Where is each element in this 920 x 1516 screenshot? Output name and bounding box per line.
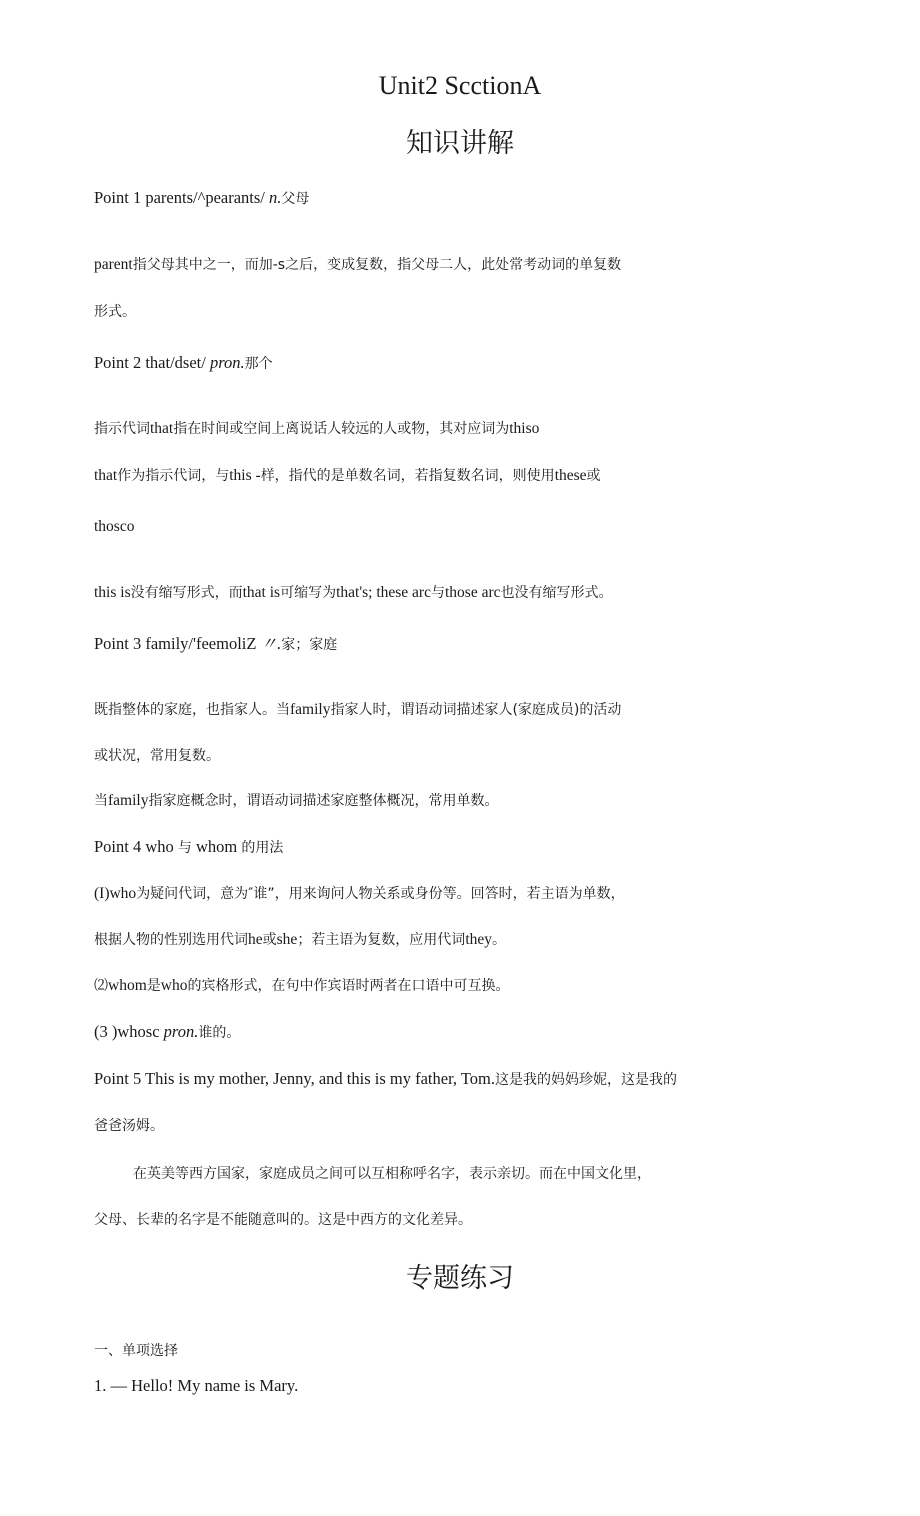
point-2-note-line-2: that作为指示代词，与this -样，指代的是单数名词，若指复数名词，则使用these或: [94, 467, 601, 484]
point-2-note-line-1: 指示代词that指在时间或空间上离说话人较远的人或物，其对应词为thiso: [94, 420, 540, 437]
point-5-title: Point 5 This is my mother, Jenny, and this is my father, Tom.这是我的妈妈珍妮，这是我的: [94, 1069, 677, 1088]
point-2-note-line-3: thosco: [94, 518, 135, 535]
point-1-title: Point 1 parents/^pearants/ n.父母: [94, 188, 310, 207]
section-heading-knowledge: 知识讲解: [406, 128, 514, 159]
point-5-note-line-1: 在英美等西方国家，家庭成员之间可以互相称呼名字，表示亲切。而在中国文化里，: [133, 1166, 651, 1182]
point-4-note-line-2: 根据人物的性别选用代词he或she；若主语为复数，应用代词they。: [94, 931, 506, 948]
point-4-note-line-3: ⑵whom是who的宾格形式，在句中作宾语时两者在口语中可互换。: [94, 977, 510, 994]
point-2-title: Point 2 that/dset/ pron.那个: [94, 353, 273, 372]
document-title: Unit2 ScctionA: [378, 71, 542, 100]
point-4-note-line-4: (3 )whosc pron.谁的。: [94, 1022, 241, 1041]
point-4-title: Point 4 who 与 whom 的用法: [94, 837, 284, 856]
point-3-note-line-3: 当family指家庭概念时，谓语动词描述家庭整体概况，常用单数。: [94, 792, 499, 809]
point-3-title: Point 3 family/'feemoliZ 〃.家；家庭: [94, 634, 338, 653]
point-1-note-line-1: parent指父母其中之一，而加-s之后，变成复数，指父母二人，此处常考动词的单复数: [94, 256, 622, 273]
point-1-note-line-2: 形式。: [94, 304, 136, 320]
question-1: 1. — Hello! My name is Mary.: [94, 1376, 299, 1395]
point-4-note-line-1: (I)who为疑问代词，意为″谁”，用来询问人物关系或身份等。回答时，若主语为单数，: [94, 885, 625, 902]
point-5-note-line-2: 父母、长辈的名字是不能随意叫的。这是中西方的文化差异。: [94, 1212, 472, 1228]
point-3-note-line-1: 既指整体的家庭，也指家人。当family指家人时，谓语动词描述家人(家庭成员)的活动: [94, 701, 622, 718]
point-3-note-line-2: 或状况，常用复数。: [94, 748, 220, 764]
section-heading-exercises: 专题练习: [406, 1263, 514, 1294]
exercise-type: 一、单项选择: [94, 1343, 178, 1359]
point-2-note-line-4: this is没有缩写形式，而that is可缩写为that's; these arc与those arc也没有缩写形式。: [94, 584, 613, 601]
point-5-title-line-2: 爸爸汤姆。: [94, 1118, 164, 1134]
